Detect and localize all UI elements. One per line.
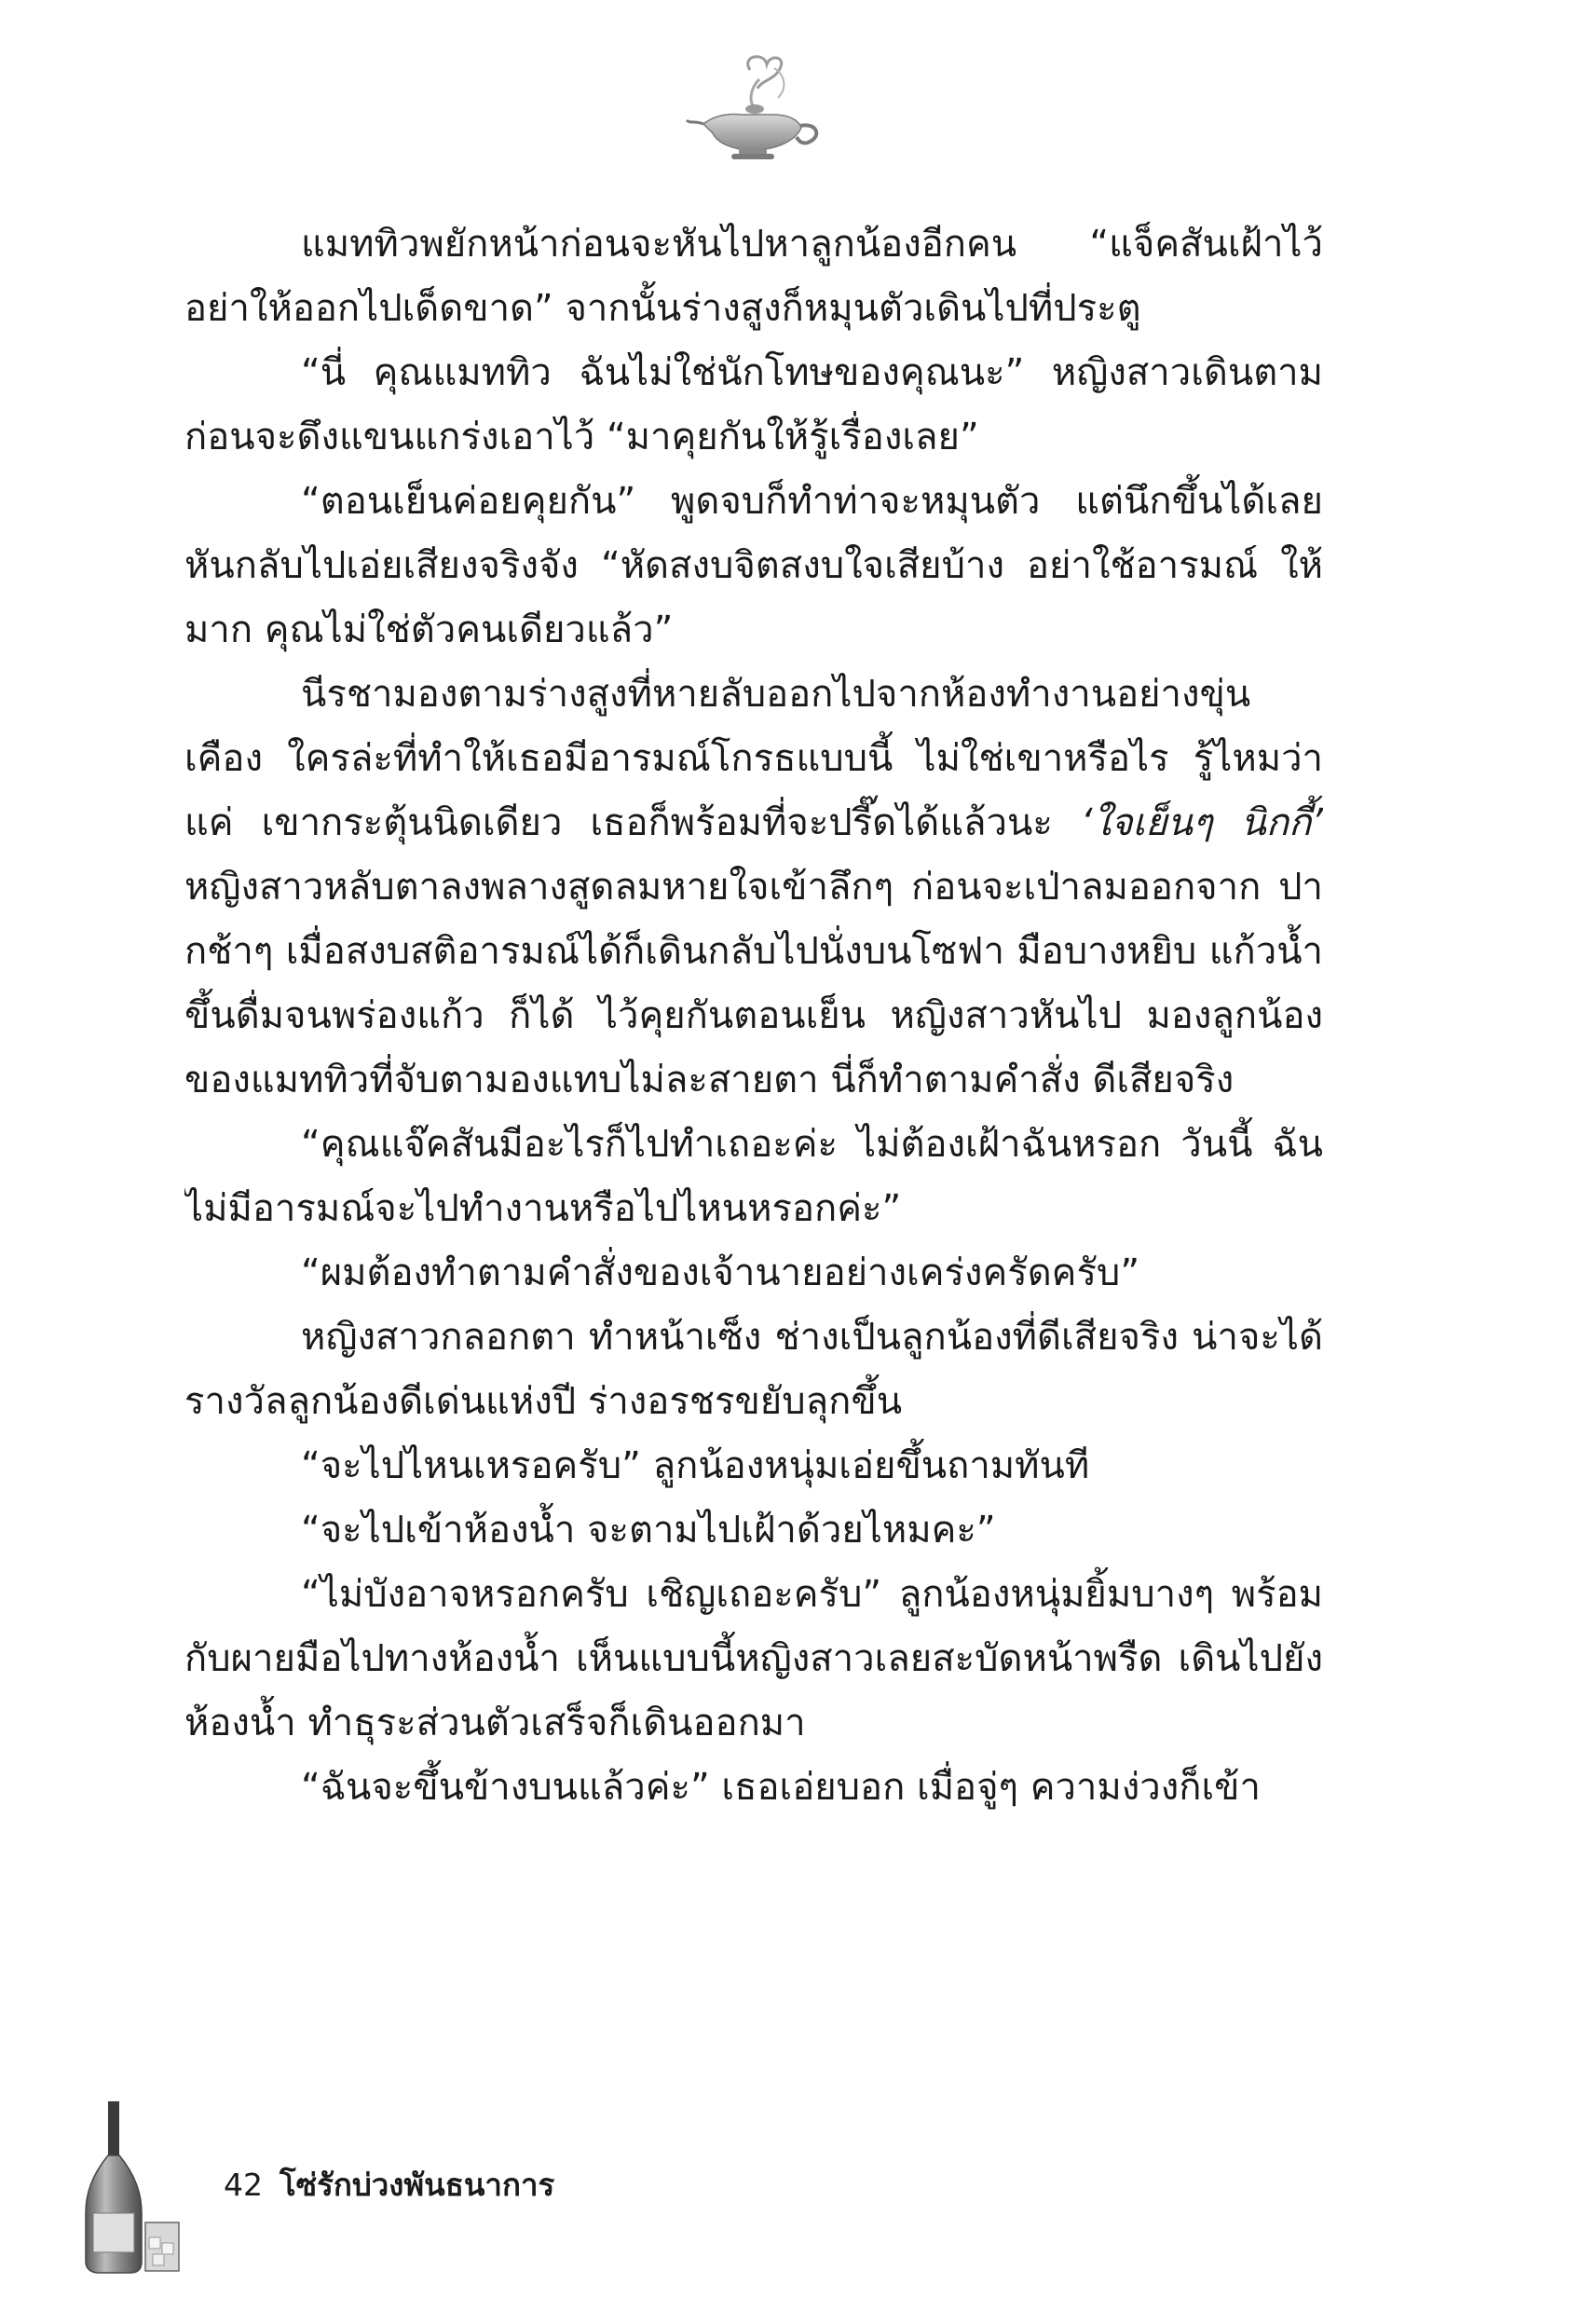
paragraph: “จะไปเข้าห้องน้ำ จะตามไปเฝ้าด้วยไหมคะ” bbox=[301, 1509, 996, 1552]
page-body-text bbox=[184, 212, 1323, 2123]
paragraph: แมททิวพยักหน้าก่อนจะหันไปหาลูกน้องอีกคน “แจ็คสันเฝ้าไว้ อย่าให้ออกไปเด็ดขาด” จากนั้นร่างสูงก็หมุนตัวเดินไปที่ประตู bbox=[184, 223, 1323, 330]
paragraph: “ไม่บังอาจหรอกครับ เชิญเถอะครับ” ลูกน้องหนุ่มยิ้มบางๆ พร้อมกับผายมือไปทางห้องน้ำ เห็นแบบนี้หญิงสาวเลยสะบัดหน้าพรืด เดินไปยังห้องน้ำ ทำธุระส่วนตัวเสร็จก็เดินออกมา bbox=[184, 1573, 1323, 1744]
paragraph: “นี่ คุณแมททิว ฉันไม่ใช่นักโทษของคุณนะ” หญิงสาวเดินตาม ก่อนจะดึงแขนแกร่งเอาไว้ “มาคุยกันให้รู้เรื่องเลย” bbox=[184, 351, 1323, 458]
paragraph: “คุณแจ๊คสันมีอะไรก็ไปทำเถอะค่ะ ไม่ต้องเฝ้าฉันหรอก วันนี้ ฉันไม่มีอารมณ์จะไปทำงานหรือไปไหนหรอกค่ะ” bbox=[184, 1123, 1323, 1230]
paragraph: “ผมต้องทำตามคำสั่งของเจ้านายอย่างเคร่งครัดครับ” bbox=[301, 1251, 1140, 1294]
paragraph-text: นีรชามองตามร่างสูงที่หายลับออกไปจากห้องทำงานอย่างขุ่นเคือง ใครล่ะที่ทำให้เธอมีอารมณ์โกรธแบบนี้ ไม่ใช่เขาหรือไร รู้ไหมว่าแค่ เขากระตุ้นนิดเดียว เธอก็พร้อมที่จะปรี๊ดได้แล้วนะ bbox=[184, 673, 1323, 844]
paragraph bbox=[184, 663, 1323, 1113]
paragraph: หญิงสาวกลอกตา ทำหน้าเซ็ง ช่างเป็นลูกน้องที่ดีเสียจริง น่าจะได้ รางวัลลูกน้องดีเด่นแห่งปี ร่างอรชรขยับลุกขึ้น bbox=[184, 1316, 1323, 1423]
paragraph: “ฉันจะขึ้นข้างบนแล้วค่ะ” เธอเอ่ยบอก เมื่อจู่ๆ ความง่วงก็เข้า bbox=[301, 1766, 1261, 1809]
book-title: โซ่รักบ่วงพันธนาการ bbox=[280, 2167, 555, 2203]
italic-inner-thought: ‘ใจเย็นๆ นิกกี้’ bbox=[1080, 801, 1323, 844]
liquor-bottle-glass-icon bbox=[82, 2101, 184, 2274]
paragraph: “จะไปไหนเหรอครับ” ลูกน้องหนุ่มเอ่ยขึ้นถามทันที bbox=[301, 1444, 1090, 1487]
genie-lamp-icon bbox=[685, 51, 825, 163]
page-footer bbox=[224, 2160, 554, 2209]
page-number: 42 bbox=[224, 2167, 263, 2203]
paragraph-text: หญิงสาวหลับตาลงพลางสูดลมหายใจเข้าลึกๆ ก่อนจะเป่าลมออกจาก ปากช้าๆ เมื่อสงบสติอารมณ์ได้ก็เดินกลับไปนั่งบนโซฟา มือบางหยิบ แก้วน้ำขึ้นดื่มจนพร่องแก้ว ก็ได้ ไว้คุยกันตอนเย็น หญิงสาวหันไป มองลูกน้องของแมททิวที่จับตามองแทบไม่ละสายตา นี่ก็ทำตามคำสั่ง ดีเสียจริง bbox=[184, 866, 1323, 1101]
paragraph: “ตอนเย็นค่อยคุยกัน” พูดจบก็ทำท่าจะหมุนตัว แต่นึกขึ้นได้เลย หันกลับไปเอ่ยเสียงจริงจัง “หัดสงบจิตสงบใจเสียบ้าง อย่าใช้อารมณ์ ให้มาก คุณไม่ใช่ตัวคนเดียวแล้ว” bbox=[184, 480, 1323, 651]
